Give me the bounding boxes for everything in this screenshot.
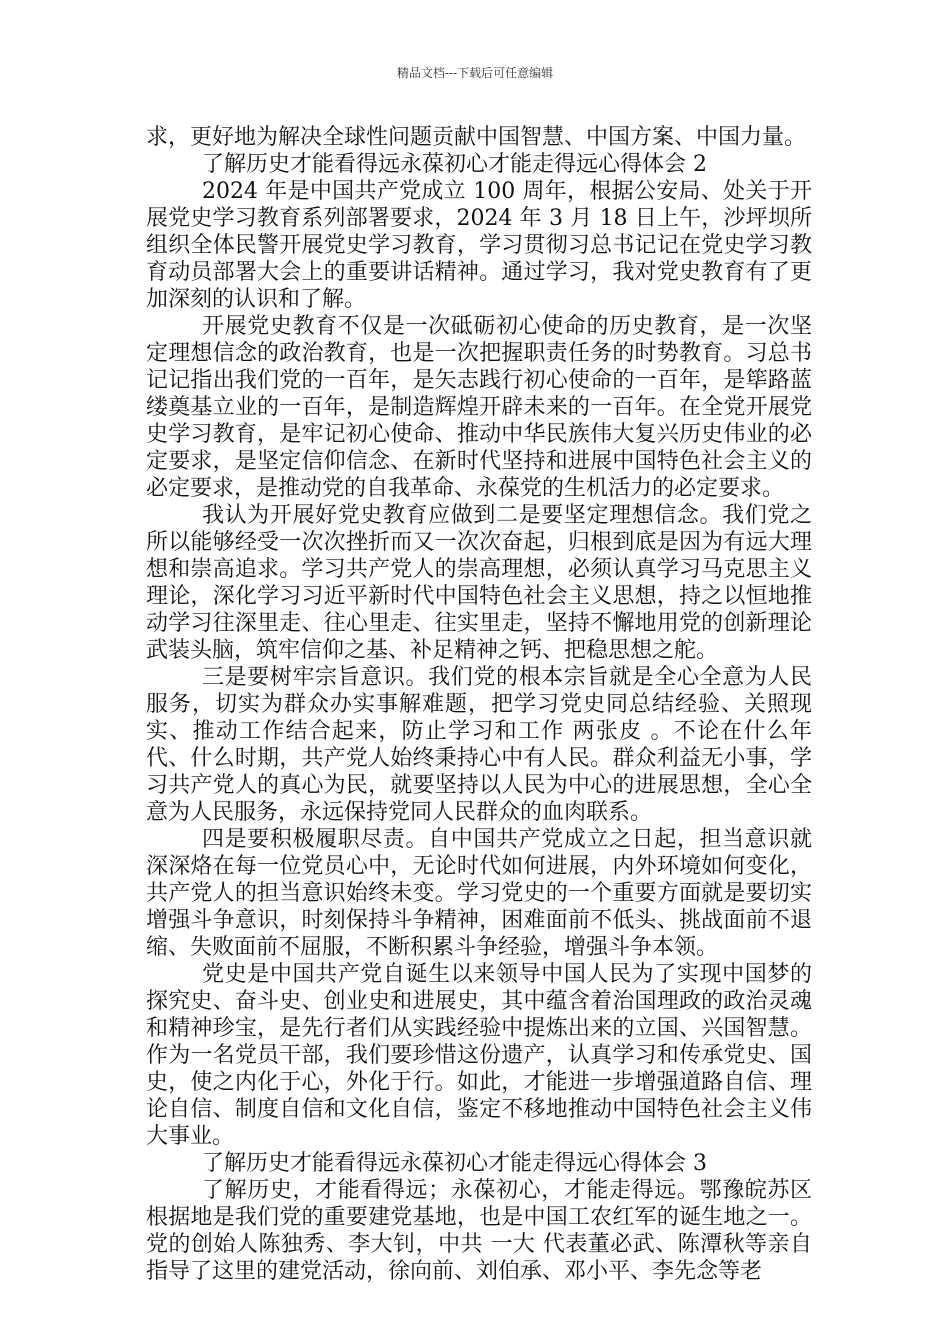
page-header: 精品文档---下载后可任意编辑 [396, 66, 554, 80]
paragraph: 开展党史教育不仅是一次砥砺初心使命的历史教育，是一次坚定理想信念的政治教育，也是一次把握职责任务的时势教育。习总书记记指出我们党的一百年，是矢志践行初心使命的一百年，是筚路蓝缕奠基立业的一百年，是制造辉煌开辟未来的一百年。在全党开展党史学习教育，是牢记初心使命、推动中华民族伟大复兴历史伟业的必定要求，是坚定信仰信念、在新时代坚持和进展中国特色社会主义的必定要求，是推动党的自我革命、永葆党的生机活力的必定要求。 [146, 314, 812, 501]
paragraph: 2024 年是中国共产党成立 100 周年，根据公安局、处关于开展党史学习教育系列部署要求，2024 年 3 月 18 日上午，沙坪坝所组织全体民警开展党史学习教育，学习贯彻习总书记记在党史学习教育动员部署大会上的重要讲话精神。通过学习，我对党史教育有了更加深刻的认识和了解。 [146, 179, 812, 312]
paragraph: 我认为开展好党史教育应做到二是要坚定理想信念。我们党之所以能够经受一次次挫折而又一次次奋起，归根到底是因为有远大理想和崇高追求。学习共产党人的崇高理想，必须认真学习马克思主义理论，深化学习习近平新时代中国特色社会主义思想，持之以恒地推动学习往深里走、往心里走、往实里走，坚持不懈地用党的创新理论武装头脑，筑牢信仰之基、补足精神之钙、把稳思想之舵。 [146, 503, 812, 663]
paragraph: 了解历史，才能看得远；永葆初心，才能走得远。鄂豫皖苏区根据地是我们党的重要建党基地，也是中国工农红军的诞生地之一。党的创始人陈独秀、李大钊，中共 一大 代表董必武、陈潭秋等亲自指导了这里的建党活动，徐向前、刘伯承、邓小平、李先念等老 [146, 1178, 812, 1284]
paragraph: 四是要积极履职尽责。自中国共产党成立之日起，担当意识就深深烙在每一位党员心中，无论时代如何进展，内外环境如何变化，共产党人的担当意识始终未变。学习党史的一个重要方面就是要切实增强斗争意识，时刻保持斗争精神，困难面前不低头、挑战面前不退缩、失败面前不屈服，不断积累斗争经验，增强斗争本领。 [146, 827, 812, 960]
paragraph-continuation: 求，更好地为解决全球性问题贡献中国智慧、中国方案、中国力量。 [146, 125, 807, 150]
document-body [146, 124, 812, 1285]
paragraph: 党史是中国共产党自诞生以来领导中国人民为了实现中国梦的探究史、奋斗史、创业史和进展史，其中蕴含着治国理政的政治灵魂和精神珍宝，是先行者们从实践经验中提炼出来的立国、兴国智慧。作为一名党员干部，我们要珍惜这份遗产，认真学习和传承党史、国史，使之内化于心，外化于行。如此，才能进一步增强道路自信、理论自信、制度自信和文化自信，鉴定不移地推动中国特色社会主义伟大事业。 [146, 962, 812, 1149]
section-heading-3: 了解历史才能看得远永葆初心才能走得远心得体会 3 [202, 1151, 707, 1176]
paragraph: 三是要树牢宗旨意识。我们党的根本宗旨就是全心全意为人民服务，切实为群众办实事解难题，把学习党史同总结经验、关照现实、推动工作结合起来，防止学习和工作 两张皮 。不论在什么年代、什么时期，共产党人始终秉持心中有人民。群众利益无小事，学习共产党人的真心为民，就要坚持以人民为中心的进展思想，全心全意为人民服务，永远保持党同人民群众的血肉联系。 [146, 665, 812, 825]
section-heading-2: 了解历史才能看得远永葆初心才能走得远心得体会 2 [202, 152, 707, 177]
